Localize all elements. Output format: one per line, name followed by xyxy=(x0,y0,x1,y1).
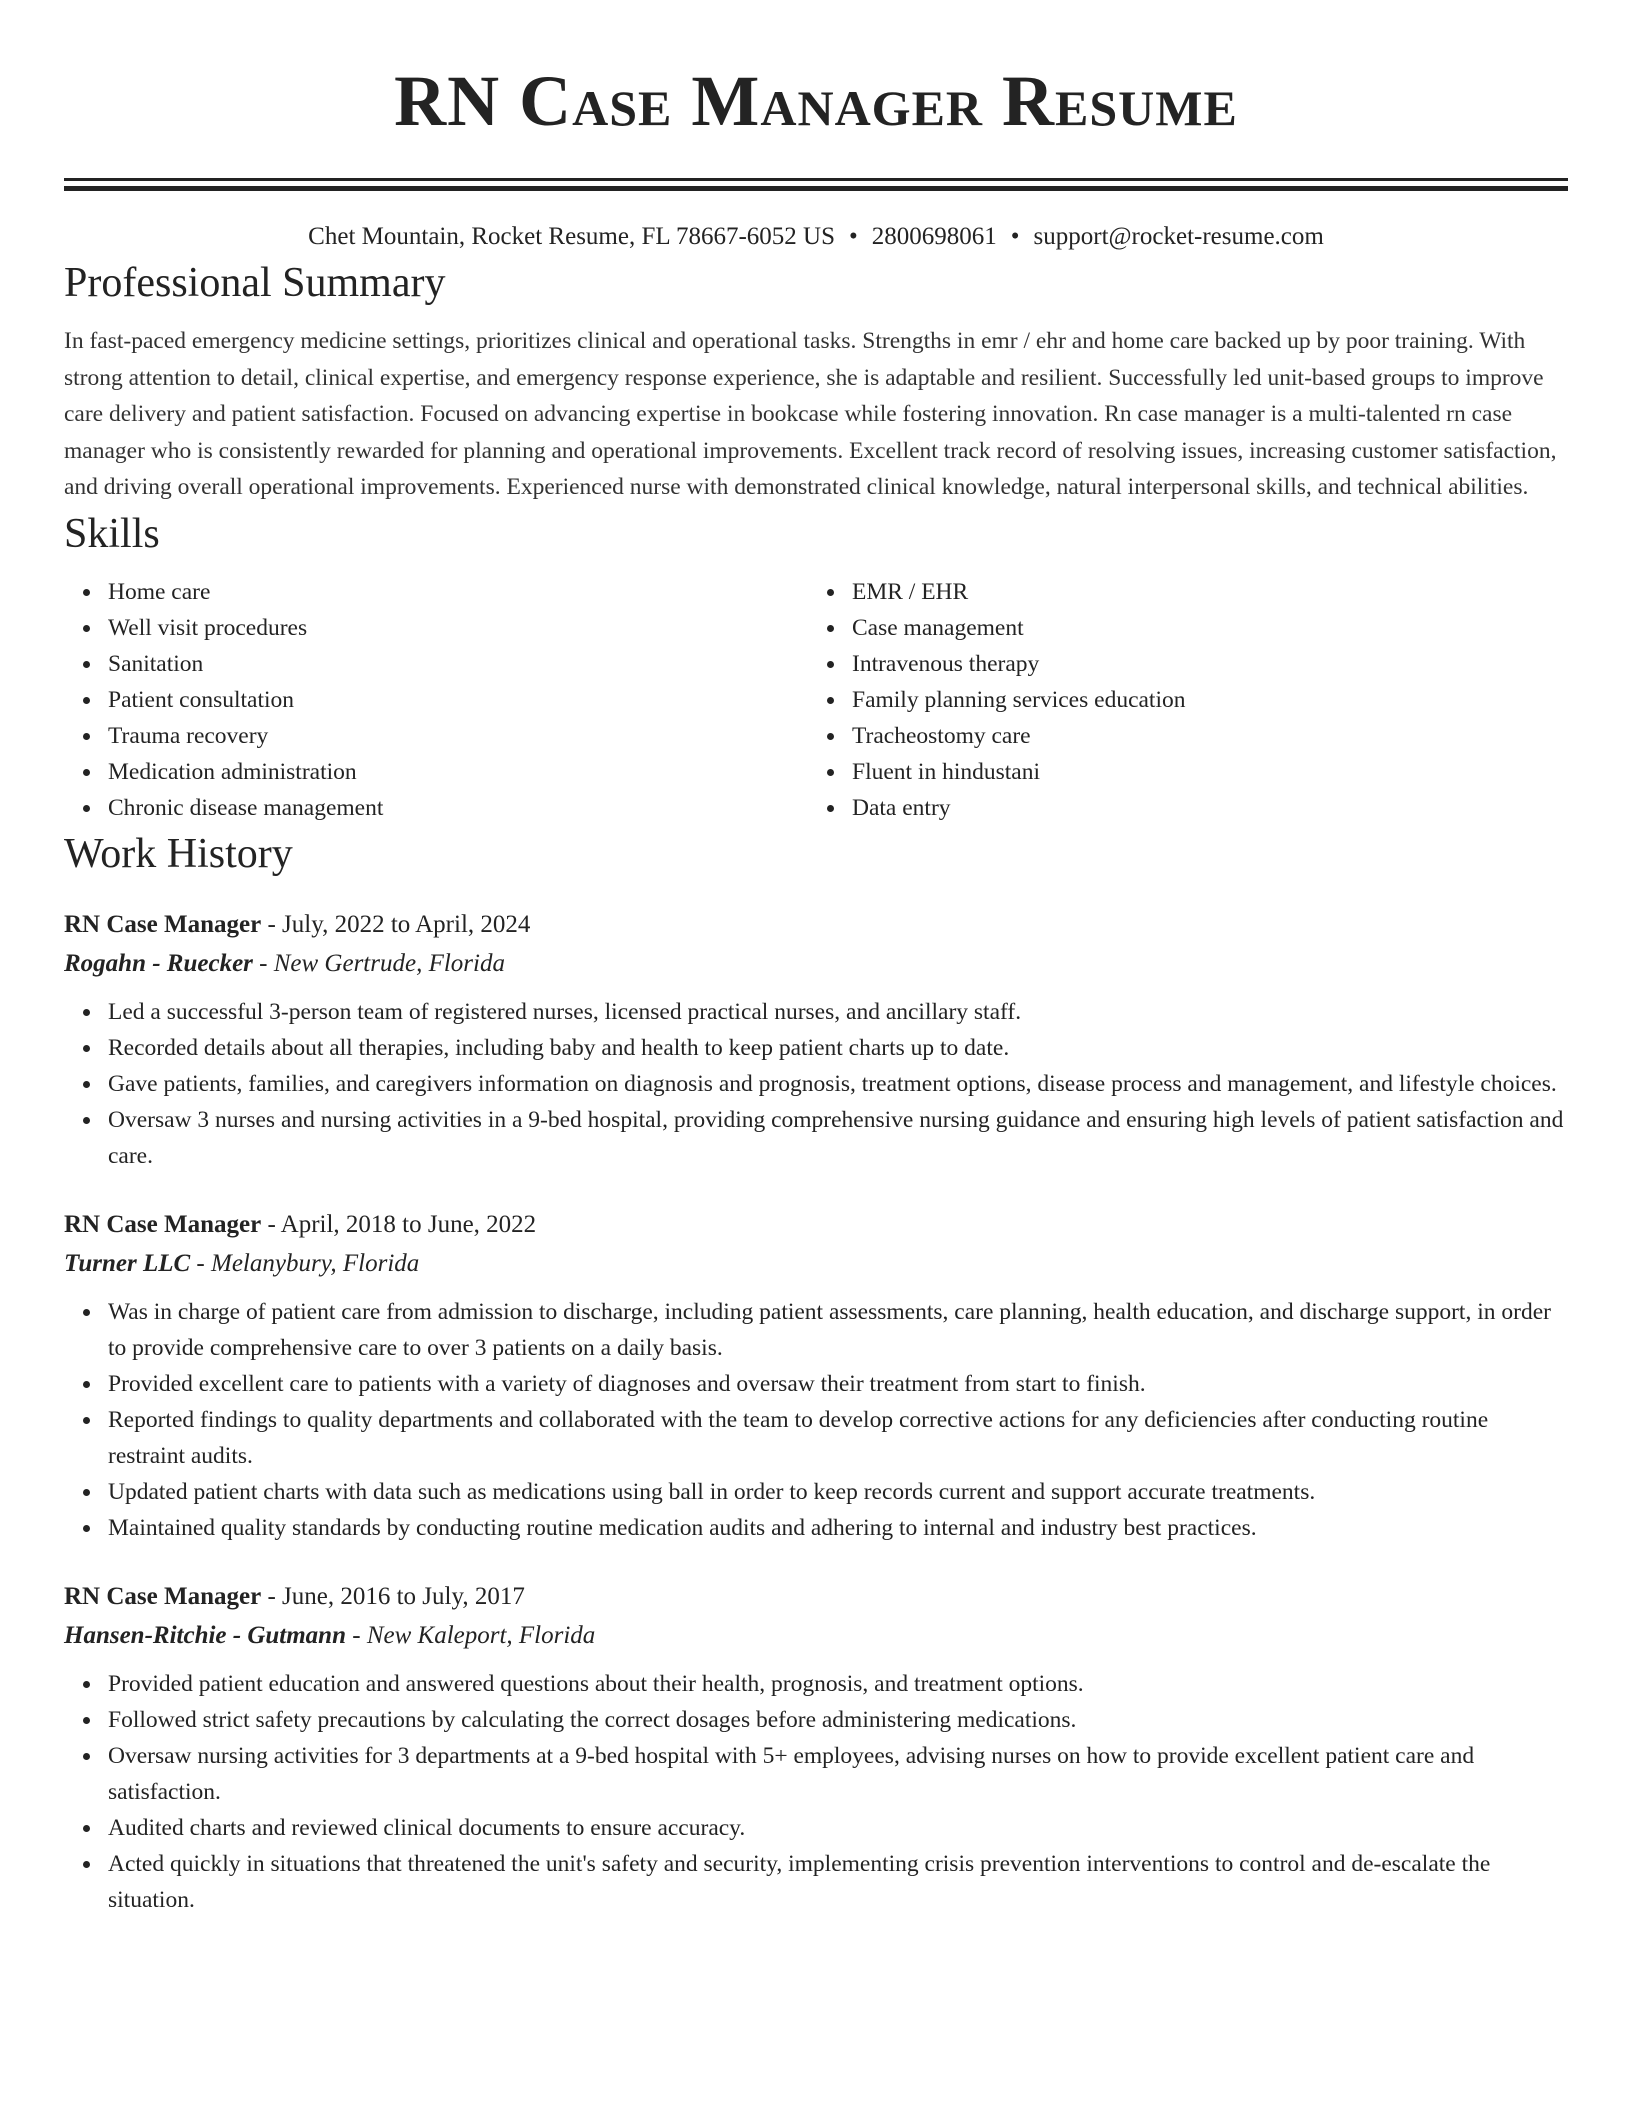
job-dates: - June, 2016 to July, 2017 xyxy=(261,1582,525,1610)
job-dates: - April, 2018 to June, 2022 xyxy=(261,1210,537,1238)
job-role: RN Case Manager xyxy=(64,910,262,938)
job-location: - Melanybury, Florida xyxy=(190,1249,420,1277)
summary-heading: Professional Summary xyxy=(64,260,446,306)
duty-item: Acted quickly in situations that threatened the unit's safety and security, implementing crisis prevention interventions to control and de-escalate the situation. xyxy=(108,1846,1568,1918)
skill-item: Tracheostomy care xyxy=(852,718,1552,754)
skill-item: Chronic disease management xyxy=(108,790,808,826)
duty-item: Oversaw 3 nurses and nursing activities in a 9-bed hospital, providing comprehensive nursing guidance and ensuring high levels of patient satisfaction and care. xyxy=(108,1102,1568,1174)
job-dates: - July, 2022 to April, 2024 xyxy=(261,910,531,938)
skills-heading: Skills xyxy=(64,510,160,557)
contact-separator: • xyxy=(849,223,858,250)
job-entry xyxy=(64,1578,1568,1918)
duty-item: Provided excellent care to patients with a variety of diagnoses and oversaw their treatment from start to finish. xyxy=(108,1366,1568,1402)
contact-email: support@rocket-resume.com xyxy=(1033,223,1324,250)
job-location: - New Kaleport, Florida xyxy=(346,1621,596,1649)
resume-title: RN Case Manager Resume xyxy=(394,61,1238,141)
title-divider xyxy=(64,178,1568,191)
contact-phone: 2800698061 xyxy=(871,223,997,250)
duty-item: Provided patient education and answered questions about their health, prognosis, and treatment options. xyxy=(108,1666,1568,1702)
job-entry xyxy=(64,1206,1568,1546)
skill-item: Trauma recovery xyxy=(108,718,808,754)
job-company: Turner LLC xyxy=(64,1249,191,1277)
job-duties xyxy=(64,994,1568,1174)
skill-item: Fluent in hindustani xyxy=(852,754,1552,790)
skill-item: EMR / EHR xyxy=(852,574,1552,610)
duty-item: Gave patients, families, and caregivers information on diagnosis and prognosis, treatment options, disease process and management, and lifestyle choices. xyxy=(108,1066,1568,1102)
skill-item: Sanitation xyxy=(108,646,808,682)
job-role: RN Case Manager xyxy=(64,1210,262,1238)
duty-item: Oversaw nursing activities for 3 departments at a 9-bed hospital with 5+ employees, advising nurses on how to provide excellent patient care and satisfaction. xyxy=(108,1738,1568,1810)
duty-item: Followed strict safety precautions by calculating the correct dosages before administering medications. xyxy=(108,1702,1568,1738)
job-entry xyxy=(64,906,1568,1174)
skills-column-right xyxy=(808,574,1552,826)
job-location: - New Gertrude, Florida xyxy=(252,949,505,977)
job-role: RN Case Manager xyxy=(64,1582,262,1610)
contact-separator: • xyxy=(1010,223,1020,250)
duty-item: Audited charts and reviewed clinical documents to ensure accuracy. xyxy=(108,1810,1568,1846)
skill-item: Well visit procedures xyxy=(108,610,808,646)
duty-item: Recorded details about all therapies, including baby and health to keep patient charts up to date. xyxy=(108,1030,1568,1066)
contact-address: Chet Mountain, Rocket Resume, FL 78667-6052 US xyxy=(308,223,835,250)
contact-line xyxy=(64,219,1568,255)
work-history-heading: Work History xyxy=(64,830,293,877)
skill-item: Patient consultation xyxy=(108,682,808,718)
skills-column-left xyxy=(64,574,808,826)
summary-text: In fast-paced emergency medicine settings, prioritizes clinical and operational tasks. Strengths in emr / ehr and home care backed up by poor training. With strong attention to detail, clinical expertise, and emergency response experience, she is adaptable and resilient. Successfully led unit-based groups to improve care delivery and patient satisfaction. Focused on advancing expertise in bookcase while fostering innovation. Rn case manager is a multi-talented rn case manager who is consistently rewarded for planning and operational improvements. Excellent track record of resolving issues, increasing customer satisfaction, and driving overall operational improvements. Experienced nurse with demonstrated clinical knowledge, natural interpersonal skills, and technical abilities. xyxy=(64,328,1557,500)
job-company: Rogahn - Ruecker xyxy=(64,949,253,977)
skill-item: Medication administration xyxy=(108,754,808,790)
skills-list xyxy=(64,574,1568,826)
skill-item: Data entry xyxy=(852,790,1552,826)
job-duties xyxy=(64,1294,1568,1546)
job-employer-line xyxy=(64,944,1568,984)
duty-item: Was in charge of patient care from admission to discharge, including patient assessments, care planning, health education, and discharge support, in order to provide comprehensive care to over 3 patients on a daily basis. xyxy=(108,1294,1568,1366)
skill-item: Family planning services education xyxy=(852,682,1552,718)
job-employer-line xyxy=(64,1616,1568,1656)
job-duties xyxy=(64,1666,1568,1918)
skill-item: Intravenous therapy xyxy=(852,646,1552,682)
job-company: Hansen-Ritchie - Gutmann xyxy=(64,1621,346,1649)
job-title-line xyxy=(64,1578,1568,1616)
job-title-line xyxy=(64,906,1568,944)
job-title-line xyxy=(64,1206,1568,1244)
job-employer-line xyxy=(64,1244,1568,1284)
skill-item: Case management xyxy=(852,610,1552,646)
duty-item: Led a successful 3-person team of registered nurses, licensed practical nurses, and ancillary staff. xyxy=(108,994,1568,1030)
skill-item: Home care xyxy=(108,574,808,610)
duty-item: Reported findings to quality departments and collaborated with the team to develop corrective actions for any deficiencies after conducting routine restraint audits. xyxy=(108,1402,1568,1474)
duty-item: Updated patient charts with data such as medications using ball in order to keep records current and support accurate treatments. xyxy=(108,1474,1568,1510)
duty-item: Maintained quality standards by conducting routine medication audits and adhering to internal and industry best practices. xyxy=(108,1510,1568,1546)
